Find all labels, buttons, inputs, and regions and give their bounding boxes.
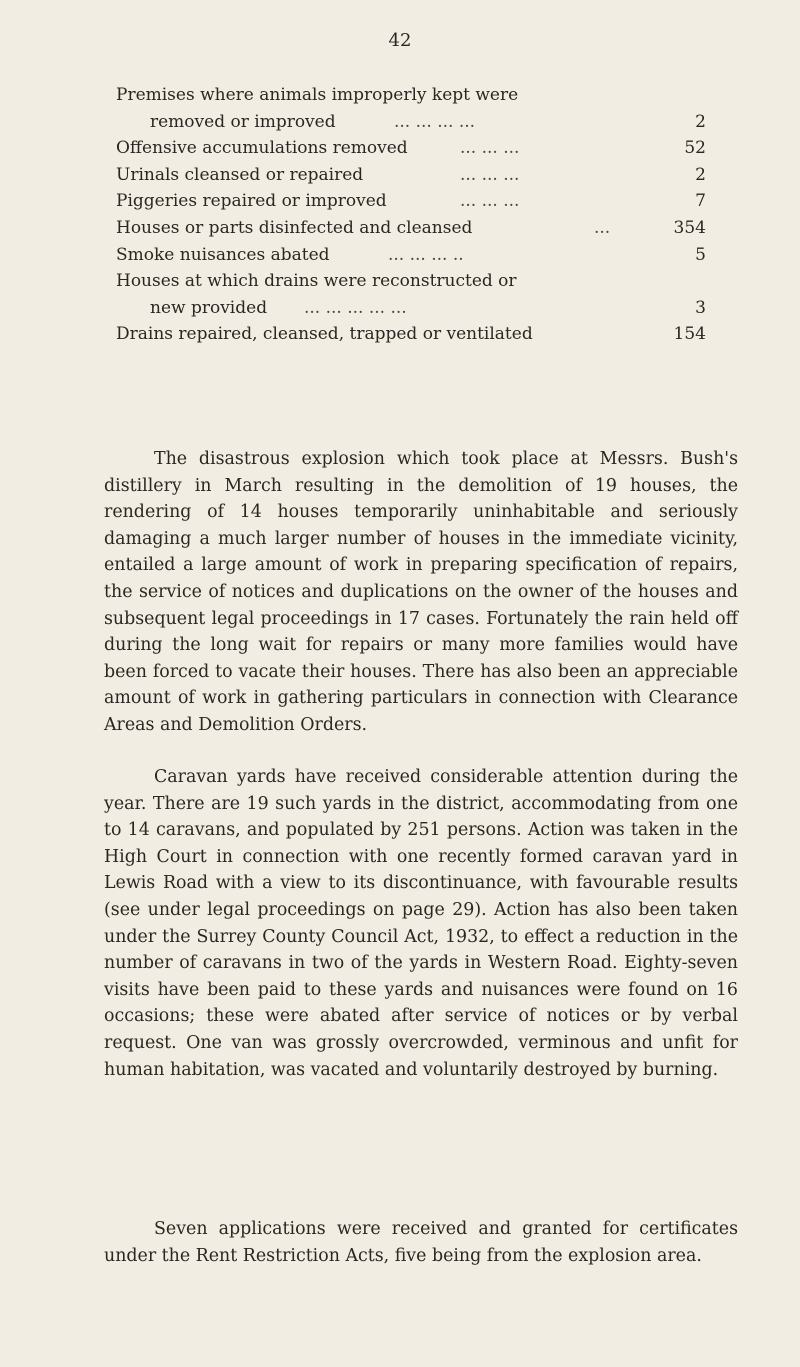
stat-row bbox=[116, 162, 706, 189]
paragraph-explosion: The disastrous explosion which took place at Messrs. Bush's distillery in March resulting in the demolition of 19 houses, the rendering of 14 houses temporarily uninhabitable and seriously damaging a much larger number of houses in the immediate vicinity, entailed a large amount of work in preparing specification of repairs, the service of notices and duplications on the owner of the houses and subsequent legal proceedings in 17 cases. Fortunately the rain held off during the long wait for repairs or many more families would have been forced to vacate their houses. There has also been an appreciable amount of work in gathering particulars in connection with Clearance Areas and Demolition Orders. bbox=[104, 449, 738, 735]
leader-dots: ... ... ... .. bbox=[388, 244, 464, 265]
stat-row bbox=[116, 321, 706, 348]
stat-value: 5 bbox=[695, 244, 706, 265]
leader-dots: ... ... ... bbox=[460, 191, 520, 212]
leader-dots: ... ... ... ... ... bbox=[304, 297, 407, 318]
stat-row bbox=[116, 215, 706, 242]
stat-label: Houses at which drains were reconstructed or bbox=[116, 271, 517, 292]
leader-dots: ... ... ... ... bbox=[394, 111, 476, 132]
stat-row bbox=[116, 109, 706, 136]
stat-value: 154 bbox=[673, 324, 706, 345]
stat-row bbox=[116, 82, 706, 109]
statistics-list bbox=[116, 82, 706, 348]
stat-label: Piggeries repaired or improved bbox=[116, 191, 387, 212]
leader-dots: ... bbox=[594, 217, 611, 238]
stat-label: Urinals cleansed or repaired bbox=[116, 164, 364, 185]
stat-value: 3 bbox=[695, 297, 706, 318]
stat-value: 2 bbox=[695, 111, 706, 132]
page-number: 42 bbox=[388, 30, 412, 51]
stat-row bbox=[116, 188, 706, 215]
stat-label: Smoke nuisances abated bbox=[116, 244, 330, 265]
stat-row bbox=[116, 295, 706, 322]
stat-value: 7 bbox=[695, 191, 706, 212]
stat-row bbox=[116, 135, 706, 162]
stat-label: Offensive accumulations removed bbox=[116, 138, 408, 159]
stat-row bbox=[116, 242, 706, 269]
stat-label: removed or improved bbox=[150, 111, 336, 132]
stat-value: 52 bbox=[684, 138, 706, 159]
stat-label: new provided bbox=[150, 297, 268, 318]
paragraph-rent-restriction: Seven applications were received and granted for certificates under the Rent Restriction Acts, five being from the explosion area. bbox=[104, 1219, 738, 1266]
leader-dots: ... ... ... bbox=[460, 138, 520, 159]
paragraph-caravan-yards: Caravan yards have received considerable attention during the year. There are 19 such yards in the district, accommodating from one to 14 caravans, and populated by 251 persons. Action was taken in the High Court in connection with one recently formed caravan yard in Lewis Road with a view to its discontinuance, with favourable results (see under legal proceedings on page 29). Action has also been taken under the Surrey County Council Act, 1932, to effect a reduction in the number of caravans in two of the yards in Western Road. Eighty-seven visits have been paid to these yards and nuisances were found on 16 occasions; these were abated after service of notices or by verbal request. One van was grossly overcrowded, verminous and unfit for human habitation, was vacated and voluntarily destroyed by burning. bbox=[104, 767, 738, 1080]
stat-value: 2 bbox=[695, 164, 706, 185]
leader-dots: ... ... ... bbox=[460, 164, 520, 185]
stat-label: Premises where animals improperly kept were bbox=[116, 85, 519, 105]
stat-value: 354 bbox=[673, 217, 706, 238]
stat-row bbox=[116, 268, 706, 295]
stat-label: Houses or parts disinfected and cleansed bbox=[116, 217, 473, 238]
stat-label: Drains repaired, cleansed, trapped or ventilated bbox=[116, 324, 533, 345]
